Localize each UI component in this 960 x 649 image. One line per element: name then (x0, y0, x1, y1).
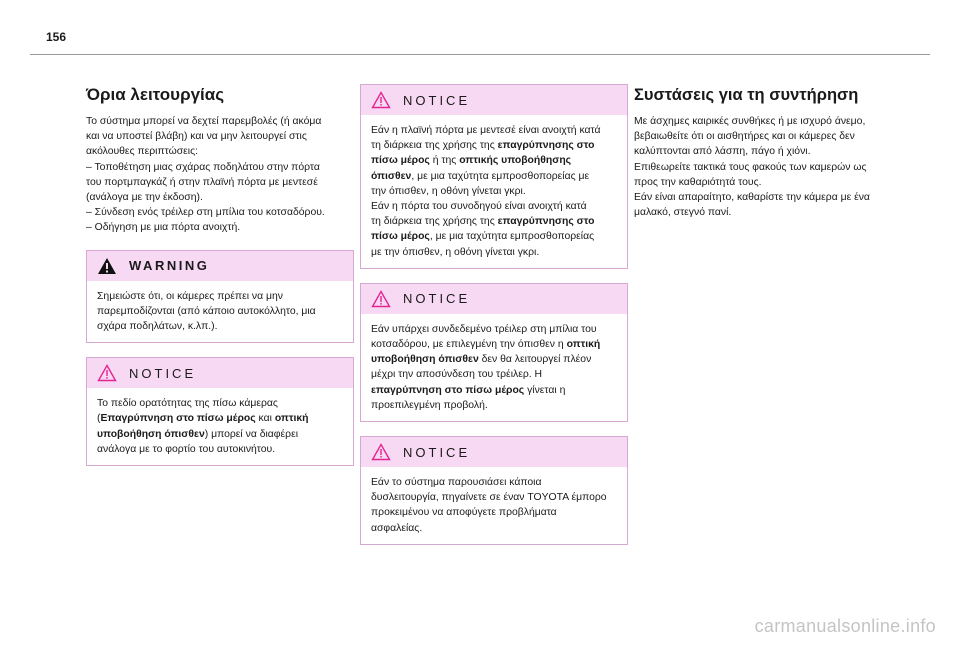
notice-triangle-icon (371, 290, 391, 308)
notice-title: NOTICE (403, 291, 471, 307)
maintenance-text: Με άσχημες καιρικές συνθήκες ή με ισχυρό άνεμο, βεβαιωθείτε ότι οι αισθητήρες και οι κάμερες δεν καλύπτονται από λάσπη, πάγο ή χιόνι. Επιθεωρείτε τακτικά τους φακούς των καμερών ως προς την καθαριότητά τους. Εάν είναι απαραίτητο, καθαρίστε την κάμερα με ένα μαλακό, στεγνό πανί. (634, 116, 870, 219)
notice-box-1 (86, 357, 354, 466)
notice-text: Εάν το σύστημα παρουσιάσει κάποια δυσλειτουργία, πηγαίνετε σε έναν TOYOTA έμπορο προκειμένου να αποφύγετε προβλήματα ασφαλείας. (371, 477, 607, 534)
page-number: 156 (46, 30, 67, 44)
warning-text: Σημειώστε ότι, οι κάμερες πρέπει να μην παρεμποδίζονται (από κάποιο αυτοκόλλητο, μια σχάρα ποδηλάτων, κ.λπ.). (97, 290, 316, 333)
warning-header (87, 251, 353, 281)
notice-title: NOTICE (129, 365, 197, 381)
warning-box (86, 250, 354, 344)
notice-title: NOTICE (403, 92, 471, 108)
watermark: carmanualsonline.info (754, 616, 936, 636)
notice-header (361, 85, 627, 115)
notice-box-4 (360, 436, 628, 545)
column-right (634, 84, 902, 220)
notice-header (361, 437, 627, 467)
maintenance-title: Συστάσεις για τη συντήρηση (634, 86, 859, 104)
warning-triangle-icon (97, 257, 117, 275)
notice-text: Το πεδίο ορατότητας της πίσω κάμερας (Επαγρύπνηση στο πίσω μέρος και οπτική υποβοήθηση όπισθεν) μπορεί να διαφέρει ανάλογα με το φορτίο του αυτοκινήτου. (97, 398, 309, 455)
notice-box-2 (360, 84, 628, 269)
notice-triangle-icon (97, 364, 117, 382)
operating-limits-text: Το σύστημα μπορεί να δεχτεί παρεμβολές (ή ακόμα και να υποστεί βλάβη) και να μην λειτουργεί στις ακόλουθες περιπτώσεις: – Τοποθέτηση μιας σχάρας ποδηλάτου στην πόρτα του πορτμπαγκάζ ή στην πλαϊνή πόρτα με μεντεσέ (ανάλογα με την έκδοση). – Σύνδεση ενός τρέιλερ στη μπίλια του κοτσαδόρου. – Οδήγηση με μια πόρτα ανοιχτή. (86, 116, 325, 234)
warning-title: WARNING (129, 258, 210, 274)
notice-triangle-icon (371, 443, 391, 461)
notice-text: Εάν η πλαϊνή πόρτα με μεντεσέ είναι ανοιχτή κατά τη διάρκεια της χρήσης της επαγρύπνησης στο πίσω μέρος ή της οπτικής υποβοήθησης όπισθεν, με μια ταχύτητα εμπροσθοπορείας με την όπισθεν, η οθόνη γίνεται γκρι. Εάν η πόρτα του συνοδηγού είναι ανοιχτή κατά τη διάρκεια της χρήσης της επαγρύπνησης στο πίσω μέρος, με μια ταχύτητα εμπροσθοπορείας με την όπισθεν, η οθόνη γίνεται γκρι. (371, 125, 601, 258)
notice-header (87, 358, 353, 388)
notice-header (361, 284, 627, 314)
notice-triangle-icon (371, 91, 391, 109)
column-middle (360, 84, 628, 559)
notice-title: NOTICE (403, 444, 471, 460)
operating-limits-title: Όρια λειτουργίας (86, 85, 225, 104)
top-divider (30, 54, 930, 55)
notice-text: Εάν υπάρχει συνδεδεμένο τρέιλερ στη μπίλια του κοτσαδόρου, με επιλεγμένη την όπισθεν η οπτική υποβοήθηση όπισθεν δεν θα λειτουργεί πλέον μέχρι την αποσύνδεση του τρέιλερ. Η επαγρύπνηση στο πίσω μέρος γίνεται η προεπιλεγμένη προβολή. (371, 323, 601, 411)
column-left (86, 84, 354, 480)
notice-box-3 (360, 283, 628, 422)
